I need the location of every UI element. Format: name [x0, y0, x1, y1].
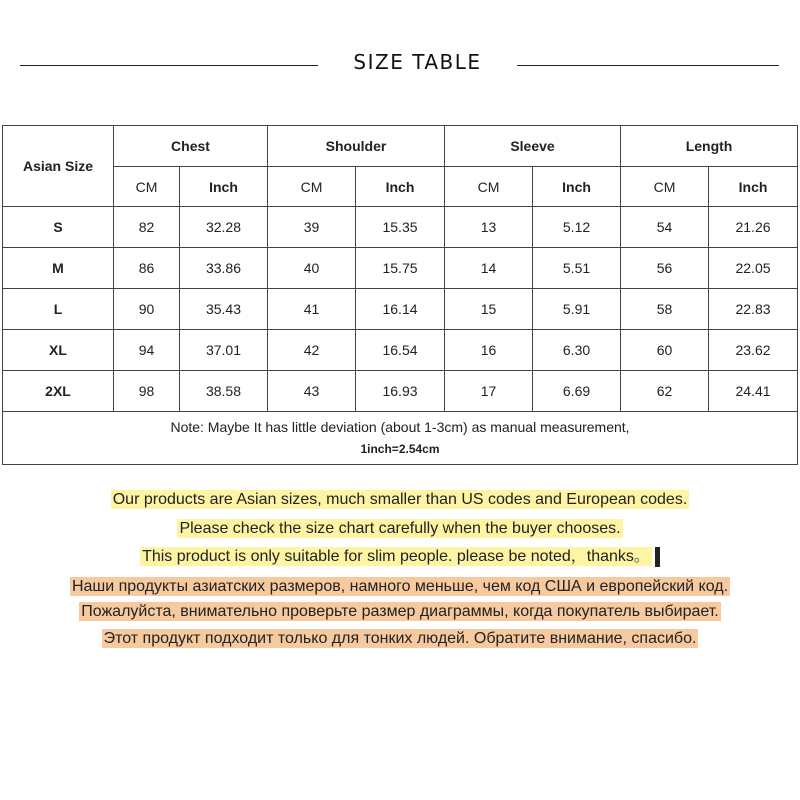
chest-header: Chest	[114, 126, 268, 167]
table-cell: 40	[268, 248, 356, 289]
table-cell: 33.86	[180, 248, 268, 289]
shoulder-header: Shoulder	[268, 126, 445, 167]
table-cell: 42	[268, 330, 356, 371]
table-cell: 5.91	[533, 289, 621, 330]
table-cell: 32.28	[180, 207, 268, 248]
header-row-groups	[3, 126, 798, 167]
table-cell: 86	[114, 248, 180, 289]
notice-ru-1	[0, 576, 800, 598]
table-cell: 15	[445, 289, 533, 330]
length-header: Length	[621, 126, 798, 167]
notice-ru-1-text: Наши продукты азиатских размеров, намного меньше, чем код США и европейский код.	[71, 578, 729, 595]
table-cell: 22.83	[709, 289, 798, 330]
size-label: S	[3, 207, 114, 248]
table-cell: 15.35	[356, 207, 445, 248]
notice-ru-3-text: Этот продукт подходит только для тонких людей. Обратите внимание, спасибо.	[103, 630, 697, 647]
title-divider-left	[20, 65, 318, 66]
table-cell: 13	[445, 207, 533, 248]
table-cell: 56	[621, 248, 709, 289]
table-cell: 98	[114, 371, 180, 412]
table-cell: 23.62	[709, 330, 798, 371]
size-label: 2XL	[3, 371, 114, 412]
asian-size-header: Asian Size	[3, 126, 114, 207]
notice-en-2-text: Please check the size chart carefully when the buyer chooses.	[179, 520, 621, 537]
table-cell: 41	[268, 289, 356, 330]
table-cell: 16.54	[356, 330, 445, 371]
table-cell: 16.93	[356, 371, 445, 412]
table-cell: 17	[445, 371, 533, 412]
table-cell: 43	[268, 371, 356, 412]
table-cell: 22.05	[709, 248, 798, 289]
header-row-units	[3, 167, 798, 207]
table-row	[3, 289, 798, 330]
unit-inch-header: Inch	[180, 167, 268, 207]
sleeve-header: Sleeve	[445, 126, 621, 167]
size-label: XL	[3, 330, 114, 371]
table-cell: 39	[268, 207, 356, 248]
table-cell: 5.12	[533, 207, 621, 248]
table-row	[3, 330, 798, 371]
unit-inch-header: Inch	[709, 167, 798, 207]
notice-ru-2-text: Пожалуйста, внимательно проверьте размер диаграммы, когда покупатель выбирает.	[81, 603, 719, 620]
notice-en-1	[0, 489, 800, 511]
note-conversion: 1inch=2.54cm	[360, 442, 440, 456]
table-cell: 6.69	[533, 371, 621, 412]
notice-ru-2	[0, 601, 800, 623]
unit-cm-header: CM	[268, 167, 356, 207]
table-cell: 24.41	[709, 371, 798, 412]
table-cell: 5.51	[533, 248, 621, 289]
unit-inch-header: Inch	[533, 167, 621, 207]
notice-en-3	[0, 546, 800, 568]
table-cell: 94	[114, 330, 180, 371]
notice-ru-3	[0, 628, 800, 650]
unit-cm-header: CM	[445, 167, 533, 207]
table-cell: 16.14	[356, 289, 445, 330]
notice-en-1-text: Our products are Asian sizes, much smaller than US codes and European codes.	[112, 491, 688, 508]
table-cell: 60	[621, 330, 709, 371]
table-cell: 58	[621, 289, 709, 330]
size-table	[2, 125, 798, 465]
table-cell: 62	[621, 371, 709, 412]
text-cursor	[655, 547, 660, 567]
note-cell	[3, 412, 798, 465]
table-cell: 15.75	[356, 248, 445, 289]
table-cell: 38.58	[180, 371, 268, 412]
table-cell: 21.26	[709, 207, 798, 248]
table-cell: 90	[114, 289, 180, 330]
table-cell: 82	[114, 207, 180, 248]
page-title: SIZE TABLE	[353, 50, 482, 74]
table-row	[3, 207, 798, 248]
table-cell: 6.30	[533, 330, 621, 371]
unit-cm-header: CM	[621, 167, 709, 207]
table-cell: 37.01	[180, 330, 268, 371]
notice-en-2	[0, 518, 800, 540]
size-label: M	[3, 248, 114, 289]
table-cell: 16	[445, 330, 533, 371]
table-row	[3, 248, 798, 289]
table-cell: 14	[445, 248, 533, 289]
unit-inch-header: Inch	[356, 167, 445, 207]
note-row	[3, 412, 798, 465]
note-text: Note: Maybe It has little deviation (about 1-3cm) as manual measurement,	[170, 419, 630, 435]
notice-en-3-text: This product is only suitable for slim people. please be noted，thanks。	[142, 548, 650, 565]
title-row	[0, 48, 800, 82]
unit-cm-header: CM	[114, 167, 180, 207]
table-cell: 54	[621, 207, 709, 248]
table-row	[3, 371, 798, 412]
table-cell: 35.43	[180, 289, 268, 330]
title-divider-right	[517, 65, 779, 66]
size-label: L	[3, 289, 114, 330]
